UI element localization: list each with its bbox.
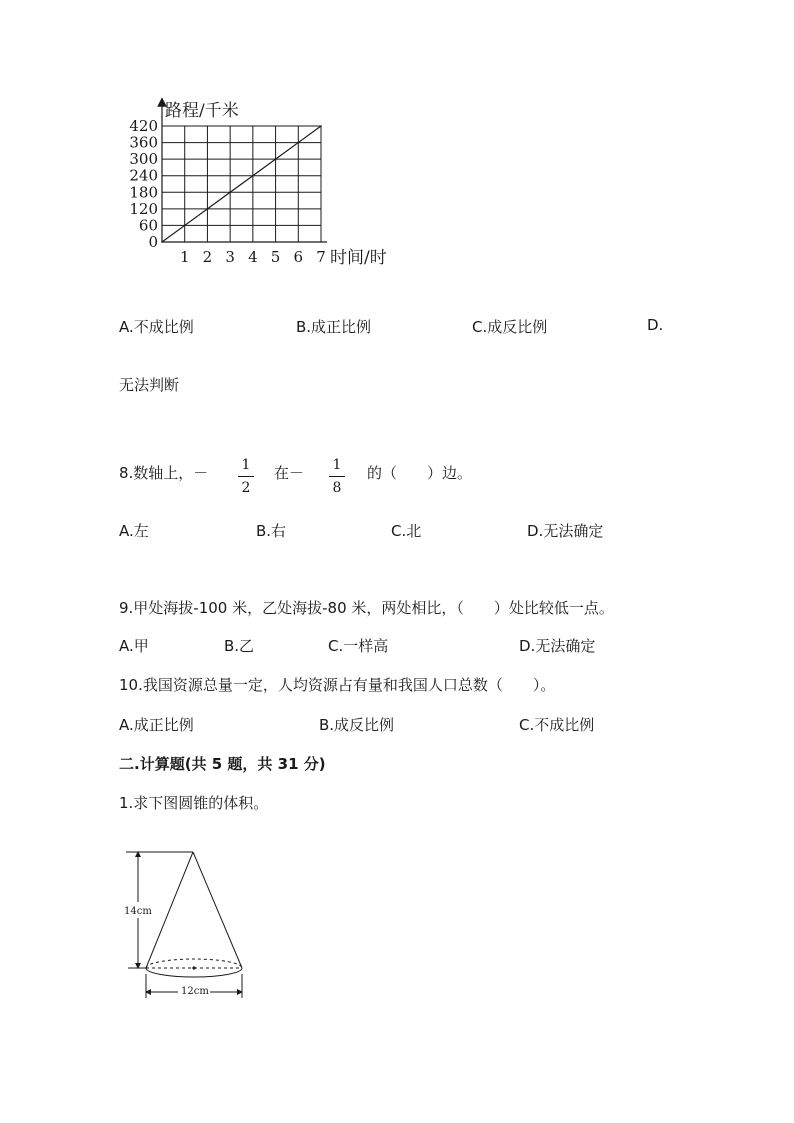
cone-height-label: 14cm [124,906,152,917]
q8-option-d[interactable]: D.无法确定 [527,522,604,540]
x-tick-label: 2 [202,248,213,266]
y-tick-label: 0 [148,233,158,251]
section-2-question-1: 1.求下图圆锥的体积。 [119,794,269,812]
q9-option-d[interactable]: D.无法确定 [519,637,596,655]
x-tick-label: 4 [248,248,258,266]
y-tick-label: 240 [129,166,158,185]
y-axis-title: 路程/千米 [165,101,239,121]
data-point [275,158,277,160]
q9-option-a[interactable]: A.甲 [119,637,149,655]
x-axis-title: 时间/时 [330,248,387,268]
q7-option-b[interactable]: B.成正比例 [296,318,372,336]
q8-fraction-eighth [329,456,345,497]
data-point [252,175,254,177]
q8-prefix: 8.数轴上，－ [119,464,209,482]
q10-option-b[interactable]: B.成反比例 [319,716,395,734]
fraction-numerator: 1 [332,457,342,473]
q9-question: 9.甲处海拔-100 米，乙处海拔-80 米，两处相比，（ ）处比较低一点。 [119,599,614,617]
x-tick-label: 3 [225,248,235,266]
x-tick-label: 5 [270,248,281,266]
series-line [162,126,321,242]
y-tick-label: 60 [138,216,158,235]
distance-time-chart [118,96,408,272]
q8-option-c[interactable]: C.北 [391,522,422,540]
data-point [297,142,299,144]
x-tick-label: 6 [293,248,304,266]
q7-option-c[interactable]: C.成反比例 [472,318,548,336]
fraction-bar [329,476,345,477]
fraction-numerator: 1 [241,457,251,473]
y-tick-label: 360 [129,133,158,152]
data-point [207,208,209,210]
x-tick-label: 7 [316,248,326,266]
q8-middle: 在－ [274,464,305,482]
y-tick-label: 180 [129,183,158,202]
cone-figure [118,846,258,1006]
data-point [184,225,186,227]
section-2-title: 二.计算题(共 5 题，共 31 分) [119,755,326,773]
q8-fraction-half [238,456,254,497]
y-tick-label: 420 [129,117,158,135]
q8-suffix: 的（ ）边。 [367,464,473,482]
q7-option-a[interactable]: A.不成比例 [119,318,194,336]
q7-option-d[interactable]: D. [647,316,664,334]
fraction-bar [238,476,254,477]
fraction-denominator: 2 [241,480,251,496]
y-tick-label: 300 [129,150,158,169]
data-point [320,125,322,127]
cone-diameter-label: 12cm [181,986,209,997]
y-tick-label: 120 [129,199,158,218]
q9-option-c[interactable]: C.一样高 [328,637,389,655]
q8-option-a[interactable]: A.左 [119,522,149,540]
q10-option-a[interactable]: A.成正比例 [119,716,194,734]
chart-svg [118,96,408,272]
x-tick-label: 1 [179,248,190,266]
q10-option-c[interactable]: C.不成比例 [519,716,595,734]
q10-question: 10.我国资源总量一定，人均资源占有量和我国人口总数（ ）。 [119,676,556,694]
q8-option-b[interactable]: B.右 [256,522,287,540]
data-point [161,241,163,243]
data-point [229,191,231,193]
q7-option-d-continued: 无法判断 [119,376,180,394]
cone-svg [118,846,258,1006]
fraction-denominator: 8 [332,480,342,496]
q9-option-b[interactable]: B.乙 [224,637,255,655]
